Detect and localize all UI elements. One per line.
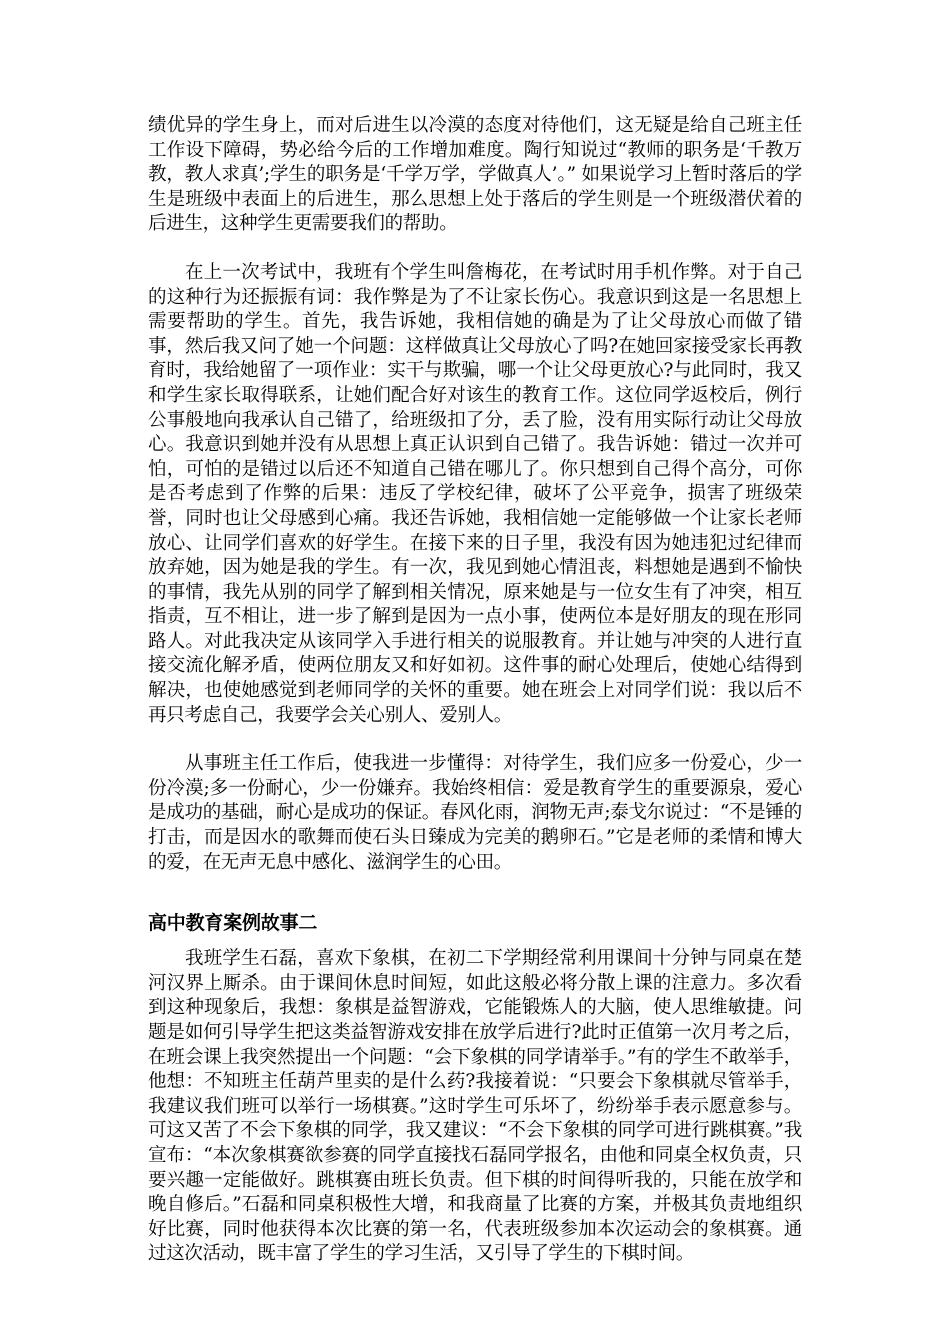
paragraph-chess-case: 我班学生石磊，喜欢下象棋，在初二下学期经常利用课间十分钟与同桌在楚河汉界上厮杀。由于课间休息时间短，如此这般必将分散上课的注意力。多次看到这种现象后，我想：象棋是益智游戏，它能锻炼人的大脑，使人思维敏捷。问题是如何引导学生把这类益智游戏安排在放学后进行?此时正值第一次月考之后，在班会课上我突然提出一个问题：“会下象棋的同学请举手。”有的学生不敢举手，他想：不知班主任葫芦里卖的是什么药?我接着说：“只要会下象棋就尽管举手，我建议我们班可以举行一场棋赛。”这时学生可乐坏了，纷纷举手表示愿意参与。可这又苦了不会下象棋的同学，我又建议：“不会下象棋的同学可进行跳棋赛。”我宣布：“本次象棋赛欲参赛的同学直接找石磊同学报名，由他和同桌全权负责，只要兴趣一定能做好。跳棋赛由班长负责。但下棋的时间得听我的，只能在放学和晚自修后。”石磊和同桌积极性大增，和我商量了比赛的方案，并极其负责地组织好比赛，同时他获得本次比赛的第一名，代表班级参加本次运动会的象棋赛。通过这次活动，既丰富了学生的学习生活，又引导了学生的下棋时间。	[148, 948, 802, 1265]
paragraph-continuation: 绩优异的学生身上，而对后进生以冷漠的态度对待他们，这无疑是给自己班主任工作设下障碍，势必给今后的工作增加难度。陶行知说过“教师的职务是‘千教万教，教人求真’;学生的职务是‘千学万学，学做真人’。” 如果说学习上暂时落后的学生是班级中表面上的后进生，那么思想上处于落后的学生则是一个班级潜伏着的后进生，这种学生更需要我们的帮助。	[148, 115, 802, 235]
paragraph-cheating-case: 在上一次考试中，我班有个学生叫詹梅花，在考试时用手机作弊。对于自己的这种行为还振振有词：我作弊是为了不让家长伤心。我意识到这是一名思想上需要帮助的学生。首先，我告诉她，我相信她的确是为了让父母放心而做了错事，然后我又问了她一个问题：这样做真让父母放心了吗?在她回家接受家长再教育时，我给她留了一项作业：实干与欺骗，哪一个让父母更放心?与此同时，我又和学生家长取得联系，让她们配合好对该生的教育工作。这位同学返校后，例行公事般地向我承认自己错了，给班级扣了分，丢了脸，没有用实际行动让父母放心。我意识到她并没有从思想上真正认识到自己错了。我告诉她：错过一次并可怕，可怕的是错过以后还不知道自己错在哪儿了。你只想到自己得个高分，可你是否考虑到了作弊的后果：违反了学校纪律，破坏了公平竞争，损害了班级荣誉，同时也让父母感到心痛。我还告诉她，我相信她一定能够做一个让家长老师放心、让同学们喜欢的好学生。在接下来的日子里，我没有因为她违犯过纪律而放弃她，因为她是我的学生。有一次，我见到她心情沮丧，料想她是遇到不愉快的事情，我先从别的同学了解到相关情况，原来她是与一位女生有了冲突，相互指责，互不相让，进一步了解到是因为一点小事，使两位本是好朋友的现在形同路人。对此我决定从该同学入手进行相关的说服教育。并让她与冲突的人进行直接交流化解矛盾，使两位朋友又和好如初。这件事的耐心处理后，使她心结得到解决，也使她感觉到老师同学的关怀的重要。她在班会上对同学们说：我以后不再只考虑自己，我要学会关心别人、爱别人。	[148, 261, 802, 726]
document-page	[148, 114, 802, 1267]
paragraph-reflection: 从事班主任工作后，使我进一步懂得：对待学生，我们应多一份爱心，少一份冷漠;多一份耐心，少一份嫌弃。我始终相信：爱是教育学生的重要源泉，爱心是成功的基础，耐心是成功的保证。春风化雨，润物无声;泰戈尔说过：“不是锤的打击，而是因水的歌舞而使石头日臻成为完美的鹅卵石。”它是老师的柔情和博大的爱，在无声无息中感化、滋润学生的心田。	[148, 753, 802, 873]
section-heading: 高中教育案例故事二	[148, 912, 318, 935]
